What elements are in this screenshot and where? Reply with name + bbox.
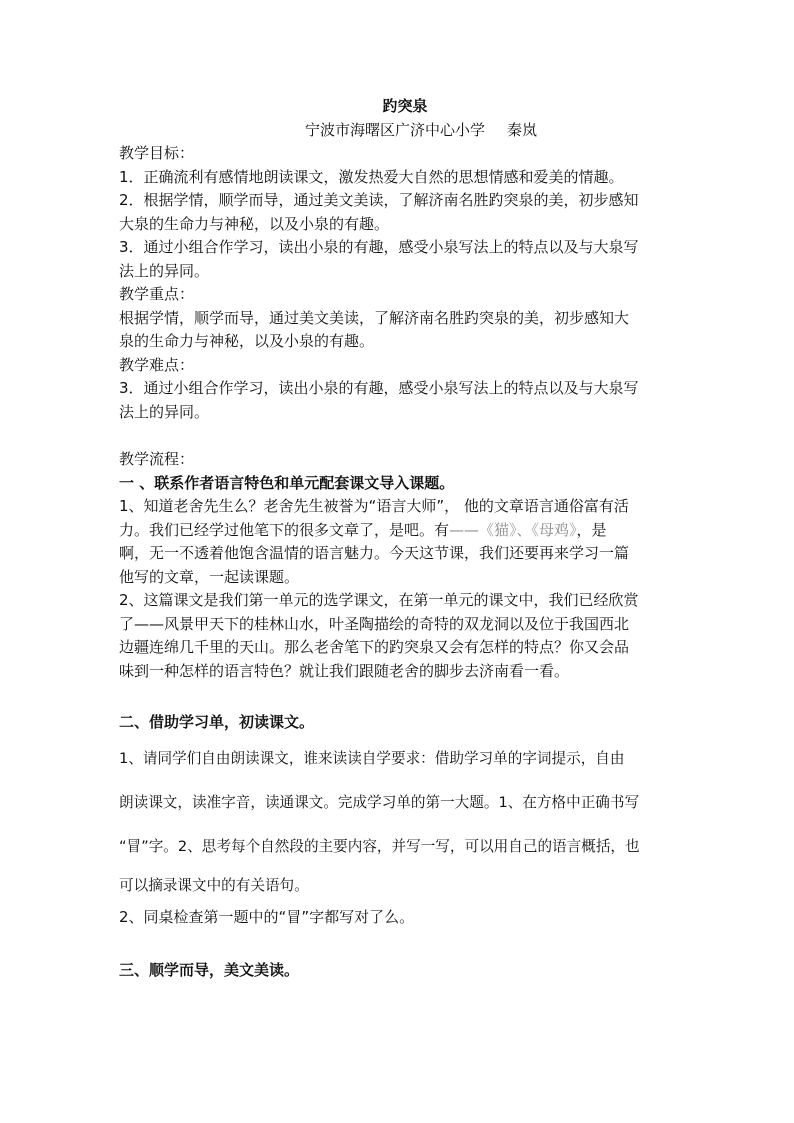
difficulty-line: 法上的异同。 [119, 402, 210, 421]
section-1-heading: 一 、联系作者语言特色和单元配套课文导入课题。 [119, 473, 455, 492]
difficulties-heading: 教学难点： [119, 355, 195, 374]
section-2-line: 朗读课文，读准字音，读通课文。完成学习单的第一大题。1、在方格中正确书写 [119, 794, 640, 811]
process-heading: 教学流程： [119, 450, 195, 468]
difficulty-line: 3．通过小组合作学习，读出小泉的有趣，感受小泉写法上的特点以及与大泉写 [119, 379, 639, 397]
objective-line: 3．通过小组合作学习，读出小泉的有趣，感受小泉写法上的特点以及与大泉写 [119, 238, 639, 256]
paragraph-line [119, 519, 679, 543]
paragraph-text: 力。我们已经学过他笔下的很多文章了，是吧。有 [119, 520, 450, 539]
document-page [119, 94, 679, 983]
author-school: 宁波市海曙区广济中心小学 [304, 121, 485, 139]
blank-line [119, 931, 679, 959]
author-line [119, 118, 679, 142]
document-title: 趵突泉 [382, 97, 428, 115]
paragraph-line: 了——风景甲天下的桂林山水，叶圣陶描绘的奇特的双龙洞以及位于我国西北 [119, 614, 630, 633]
objectives-heading: 教学目标： [119, 144, 195, 162]
key-points-heading: 教学重点： [119, 285, 195, 303]
author-name: 秦岚 [507, 121, 538, 139]
section-2-heading: 二、借助学习单，初读课文。 [119, 713, 315, 731]
section-3-heading: 三、顺学而导，美文美读。 [119, 961, 300, 979]
cited-works: ——《猫》、《母鸡》 [449, 520, 577, 539]
blank-line [119, 424, 679, 448]
paragraph-text: ，是 [576, 520, 607, 539]
section-2-line: 可以摘录课文中的有关语句。 [119, 877, 309, 894]
section-2-line: “冒”字。2、思考每个自然段的主要内容，并写一写，可以用自己的语言概括，也 [119, 838, 640, 855]
section-2-line: 1、请同学们自由朗读课文，谁来读读自学要求：借助学习单的字词提示，自由 [119, 750, 625, 767]
paragraph-line: 1、知道老舍先生么？老舍先生被誉为“语言大师”， 他的文章语言通俗富有活 [119, 497, 629, 515]
paragraph-line: 啊，无一不透着他饱含温情的语言魅力。今天这节课，我们还要再来学习一篇 [119, 544, 630, 562]
blank-line [119, 683, 679, 707]
section-2-item-2: 2、同桌检查第一题中的“冒”字都写对了么。 [119, 908, 415, 926]
objective-line: 2．根据学情，顺学而导，通过美文美读，了解济南名胜趵突泉的美，初步感知 [119, 191, 639, 209]
paragraph-line: 味到一种怎样的语言特色？就让我们跟随老舍的脚步去济南看一看。 [119, 661, 570, 680]
objective-line: 大泉的生命力与神秘，以及小泉的有趣。 [119, 214, 390, 233]
paragraph-line: 2、这篇课文是我们第一单元的选学课文，在第一单元的课文中，我们已经欣赏 [119, 591, 639, 609]
key-point-line: 根据学情，顺学而导，通过美文美读，了解济南名胜趵突泉的美，初步感知大 [119, 308, 630, 327]
paragraph-line: 他写的文章，一起读课题。 [119, 567, 300, 586]
key-point-line: 泉的生命力与神秘，以及小泉的有趣。 [119, 332, 375, 350]
objective-line: 1．正确流利有感情地朗读课文，激发热爱大自然的思想情感和爱美的情趣。 [119, 167, 624, 186]
paragraph-line: 边疆连绵几千里的天山。那么老舍笔下的趵突泉又会有怎样的特点？你又会品 [119, 638, 630, 656]
objective-line: 法上的异同。 [119, 261, 210, 280]
